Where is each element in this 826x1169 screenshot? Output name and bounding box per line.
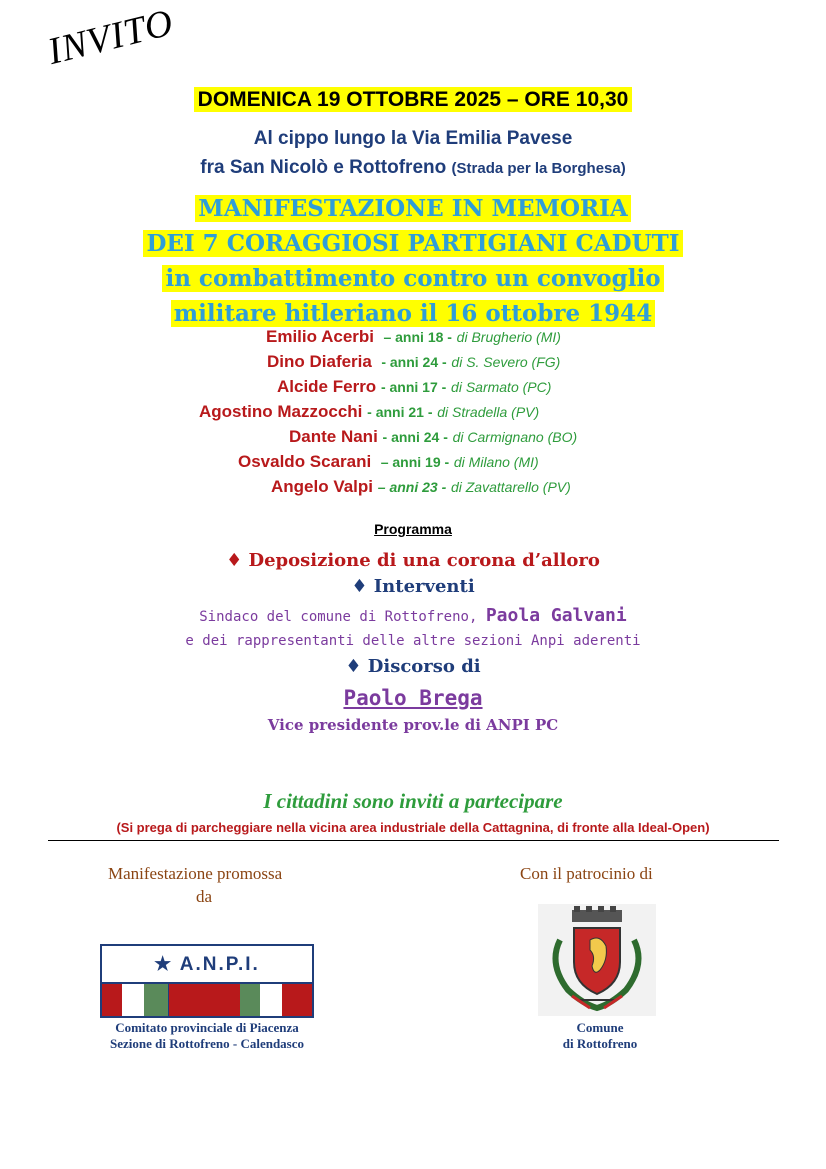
anpi-caption-line-2: Sezione di Rottofreno - Calendasco bbox=[109, 1036, 305, 1051]
program-item-speech: ♦ Discorso di bbox=[345, 656, 481, 677]
date-text: DOMENICA 19 OTTOBRE 2025 – ORE 10,30 bbox=[194, 87, 633, 112]
partisan-row bbox=[289, 427, 577, 447]
program-item-speeches: ♦ Interventi bbox=[351, 576, 475, 597]
partisan-age: - anni 17 - bbox=[380, 379, 447, 395]
partisan-origin: di S. Severo (FG) bbox=[451, 354, 561, 370]
program-heading: Programma bbox=[374, 521, 452, 537]
partisan-origin: di Stradella (PV) bbox=[437, 404, 540, 420]
title-line bbox=[0, 296, 826, 331]
location-line-2 bbox=[0, 157, 826, 179]
partisan-name: Dante Nani bbox=[289, 427, 378, 446]
title-line bbox=[0, 261, 826, 296]
partisan-age: - anni 24 - bbox=[382, 429, 448, 445]
partisan-age: - anni 21 - bbox=[367, 404, 433, 420]
mayor-line bbox=[0, 605, 826, 626]
title-line-4: militare hitleriano il 16 ottobre 1944 bbox=[171, 300, 655, 327]
partisan-name: Osvaldo Scarani bbox=[238, 452, 372, 471]
partisan-name: Agostino Mazzocchi bbox=[199, 402, 363, 421]
speaker-role: Vice presidente prov.le di ANPI PC bbox=[267, 716, 559, 734]
invite-line: I cittadini sono inviti a partecipare bbox=[263, 789, 563, 813]
location-line-1: Al cippo lungo la Via Emilia Pavese bbox=[253, 128, 573, 149]
promoted-by-da: da bbox=[196, 887, 213, 906]
comune-coat-of-arms-icon bbox=[538, 904, 656, 1016]
partisan-row bbox=[266, 327, 561, 347]
title-line bbox=[0, 226, 826, 261]
anpi-caption bbox=[82, 1020, 332, 1052]
comune-caption bbox=[530, 1020, 670, 1052]
partisan-row bbox=[271, 477, 571, 497]
mayor-prefix: Sindaco del comune di Rottofreno, bbox=[199, 609, 478, 625]
program-item-wreath: ♦ Deposizione di una corona d’alloro bbox=[226, 550, 600, 571]
partisan-origin: di Sarmato (PC) bbox=[451, 379, 552, 395]
partisan-row bbox=[277, 377, 551, 397]
comune-caption-line-2: di Rottofreno bbox=[562, 1036, 638, 1051]
location-note: (Strada per la Borghesa) bbox=[451, 160, 626, 177]
mayor-name: Paola Galvani bbox=[485, 605, 627, 626]
partisan-origin: di Milano (MI) bbox=[453, 454, 539, 470]
partisan-origin: di Brugherio (MI) bbox=[456, 329, 561, 345]
anpi-logo-text: ★ A.N.P.I. bbox=[102, 946, 312, 982]
date-line bbox=[0, 88, 826, 112]
invito-heading: INVITO bbox=[43, 1, 178, 74]
partisan-origin: di Zavattarello (PV) bbox=[450, 479, 571, 495]
title-line-3: in combattimento contro un convoglio bbox=[162, 265, 663, 292]
title-block bbox=[0, 191, 826, 331]
partisan-name: Alcide Ferro bbox=[277, 377, 377, 396]
partisan-age: – anni 18 - bbox=[383, 329, 452, 345]
promoted-by-label: Manifestazione promossa bbox=[108, 864, 283, 883]
partisan-origin: di Carmignano (BO) bbox=[452, 429, 578, 445]
title-line bbox=[0, 191, 826, 226]
partisan-age: - anni 24 - bbox=[381, 354, 447, 370]
partisan-row bbox=[267, 352, 560, 372]
parking-note: (Si prega di parcheggiare nella vicina area industriale della Cattagnina, di fronte alla Ideal-Open) bbox=[116, 820, 710, 835]
partisan-age: – anni 19 - bbox=[380, 454, 450, 470]
anpi-caption-line-1: Comitato provinciale di Piacenza bbox=[115, 1020, 299, 1035]
location-line-2-text: fra San Nicolò e Rottofreno bbox=[200, 157, 447, 178]
patronage-label: Con il patrocinio di bbox=[520, 864, 653, 883]
title-line-1: MANIFESTAZIONE IN MEMORIA bbox=[195, 195, 630, 222]
partisan-row bbox=[238, 452, 539, 472]
partisan-row bbox=[199, 402, 539, 422]
partisan-name: Emilio Acerbi bbox=[266, 327, 375, 346]
title-line-2: DEI 7 CORAGGIOSI PARTIGIANI CADUTI bbox=[143, 230, 682, 257]
representatives-line: e dei rappresentanti delle altre sezioni Anpi aderenti bbox=[185, 633, 641, 649]
partisan-name: Dino Diaferia bbox=[267, 352, 372, 371]
divider bbox=[48, 840, 779, 841]
comune-caption-line-1: Comune bbox=[576, 1020, 624, 1035]
anpi-logo bbox=[100, 944, 314, 1018]
partisan-age: – anni 23 - bbox=[377, 479, 447, 495]
anpi-logo-flag bbox=[102, 984, 312, 1016]
speaker-name: Paolo Brega bbox=[343, 686, 483, 710]
partisan-name: Angelo Valpi bbox=[271, 477, 374, 496]
